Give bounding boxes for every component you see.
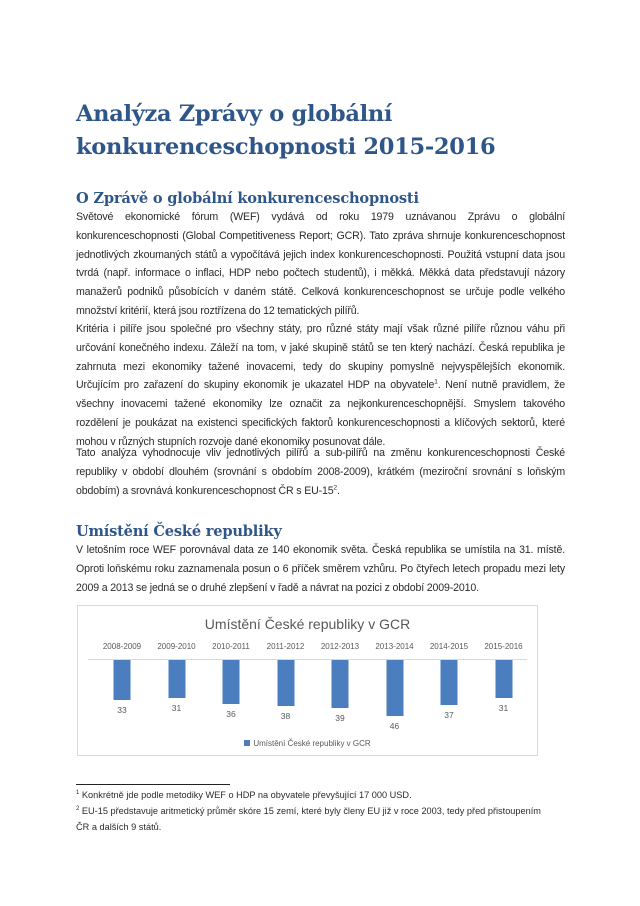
chart-bar — [223, 660, 240, 704]
paragraph-scope-text-a: Tato analýza vyhodnocuje vliv jednotlivých pilířů a sub-pilířů na změnu konkurenceschopnosti České republiky v období dlouhém (srovnání s obdobím 2008-2009), krátkém (meziroční srovnání s loňským obdobím) a srovnává konkurenceschopnost ČR s EU-15 — [76, 447, 565, 497]
chart-category-label: 2012-2013 — [320, 642, 360, 651]
section-heading-czech-ranking: Umístění České republiky — [76, 523, 282, 540]
chart-data-label: 33 — [117, 705, 127, 715]
chart-bar — [277, 660, 294, 706]
footnote-2-mark: 2 — [76, 805, 80, 812]
chart-data-label: 38 — [280, 711, 291, 721]
chart-data-label: 39 — [335, 713, 345, 723]
chart-data-label: 46 — [389, 721, 400, 731]
footnote-ref-1[interactable]: 1 — [434, 378, 438, 386]
chart-bar — [441, 660, 458, 705]
paragraph-criteria-text-b: . Není nutně pravidlem, že všechny inovacemi tažené ekonomiky lze označit za nejkonkurenceschopnější. Smyslem takového rozdělení je poukázat na existenci specifických faktorů konkurenceschopnosti a klíčových sektorů, které mohou v různých stupních rozvoje dané ekonomiky posunovat dále. — [76, 379, 565, 448]
chart-category-label: 2010-2011 — [212, 642, 250, 651]
chart-bar — [386, 660, 403, 716]
chart-category-label: 2013-2014 — [375, 642, 414, 651]
title-line-2: konkurenceschopnosti 2015-2016 — [76, 134, 496, 160]
footnote-2 — [76, 804, 546, 835]
chart-category-label: 2008-2009 — [102, 642, 142, 651]
chart-data-label: 36 — [226, 709, 236, 719]
chart-data-label: 31 — [171, 703, 182, 713]
chart-legend — [78, 739, 537, 748]
chart-bar — [332, 660, 349, 708]
paragraph-scope-text-b: . — [336, 484, 340, 497]
paragraph-about-report: Světové ekonomické fórum (WEF) vydává od roku 1979 uznávanou Zprávu o globální konkurenceschopnosti (Global Competitiveness Report; GCR). Tato zpráva shrnuje konkurenceschopnost jednotlivých zkoumaných států a vypočítává jejich index konkurenceschopnosti. Použitá vstupní data jsou tvrdá (např. informace o inflaci, HDP nebo počtech studentů), i měkká. Měkká data představují názory manažerů podniků působících v daném státě. Celková konkurenceschopnost se určuje podle velkého množství kritérií, která jsou roztřízena do 12 tematických pilířů. — [76, 211, 565, 317]
title-line-1: Analýza Zprávy o globální — [76, 101, 393, 127]
chart-category-label: 2015-2016 — [484, 642, 523, 651]
ranking-bar-chart — [77, 605, 538, 756]
document-title — [76, 98, 576, 164]
footnote-2-text: EU-15 představuje aritmetický průměr skóre 15 zemí, které byly členy EU již v roce 2003, tedy před přistoupením ČR a dalších 9 států. — [76, 806, 541, 832]
paragraph-czech-ranking: V letošním roce WEF porovnával data ze 140 ekonomik světa. Česká republika se umístila na 31. místě. Oproti loňskému roku zaznamenala posun o 6 příček směrem vzhůru. Po čtyřech letech propadu mezi lety 2009 a 2013 se jedná se o druhé zlepšení v řadě a návrat na pozici z období 2009-2010. — [76, 544, 565, 594]
chart-title: Umístění České republiky v GCR — [204, 616, 411, 632]
chart-category-label: 2014-2015 — [429, 642, 469, 651]
chart-bar — [168, 660, 185, 698]
paragraph-analysis-scope — [76, 444, 565, 500]
chart-data-label: 37 — [444, 710, 454, 720]
paragraph-criteria-text-a: Kritéria i pilíře jsou společné pro všechny státy, pro různé státy mají však různé pilíře různou váhu při určování konečného indexu. Záleží na tom, v jaké skupině států se ten který nachází. Česká republika je zahrnuta mezi ekonomiky tažené inovacemi, tedy do skupiny pomyslně nejvyspělejších ekonomik. Určujícím pro zařazení do skupiny ekonomik je ukazatel HDP na obyvatele — [76, 323, 565, 392]
section-heading-about-report: O Zprávě o globální konkurenceschopnosti — [76, 190, 419, 207]
legend-label: Umístění České republiky v GCR — [253, 739, 371, 748]
chart-data-label: 31 — [498, 703, 509, 713]
footnote-ref-2[interactable]: 2 — [333, 484, 337, 492]
chart-bar — [495, 660, 512, 698]
chart-category-axis — [88, 659, 527, 660]
footnote-1-mark: 1 — [76, 789, 80, 796]
legend-swatch-icon — [244, 740, 250, 746]
footnote-separator — [76, 784, 230, 785]
chart-category-label: 2009-2010 — [157, 642, 196, 651]
chart-bar — [114, 660, 131, 700]
footnote-1 — [76, 788, 546, 804]
footnote-1-text: Konkrétně jde podle metodiky WEF o HDP na obyvatele převyšující 17 000 USD. — [79, 790, 412, 800]
paragraph-criteria-pillars — [76, 320, 565, 452]
chart-category-label: 2011-2012 — [266, 642, 305, 651]
